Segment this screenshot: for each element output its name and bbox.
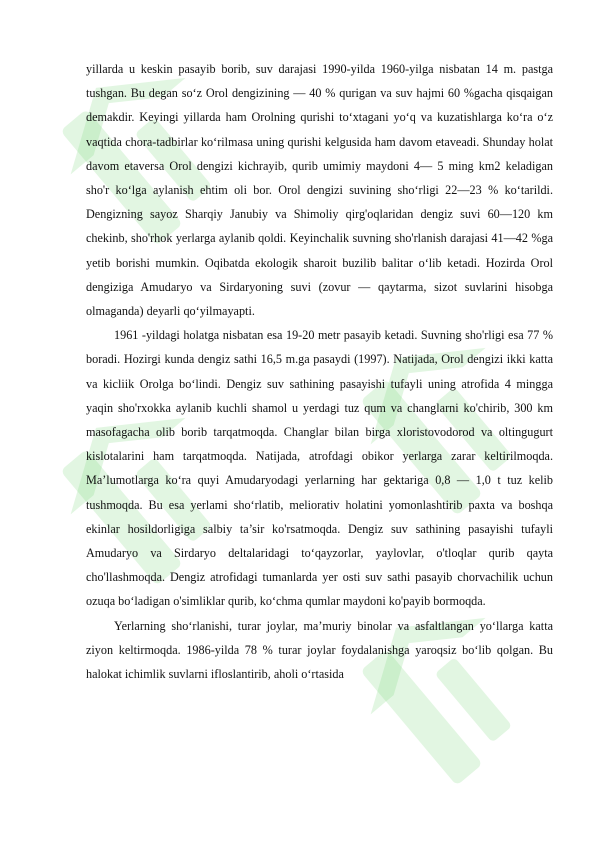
paragraph-3: Yerlarning sho‘rlanishi, turar joylar, ma’muriy binolar va asfaltlangan yo‘llarga katta ziyon keltirmoqda. 1986-yilda 78 % turar joylar foydalanishga yaroqsiz bo‘lib qolgan. Bu halokat ichimlik suvlarni ifloslantirib, aholi o‘rtasida [86,618,553,682]
paragraph-1: yillarda u keskin pasayib borib, suv darajasi 1990-yilda 1960-yilga nisbatan 14 m. pastga tushgan. Bu degan so‘z Orol dengizining — 40 % qurigan va suv hajmi 60 %gacha qisqaigan demakdir. Keyingi yillarda ham Orolning qurishi to‘xtagani yo‘q va kuzatishlarga ko‘ra o‘z vaqtida chora-tadbirlar ko‘rilmasa uning qurishi kelgusida ham davom etaveadi. Shunday holat davom etaversa Orol dengizi kichrayib, qurib umimiy maydoni 4— 5 ming km2 keladigan sho'r ko‘lga aylanish ehtim oli bor. Orol dengizi suvining sho‘rligi 22—23 % ko‘tarildi. Dengizning sayoz Sharqiy Janubiy va Shimoliy qirg'oqlaridan dengiz suvi 60—120 km chekinb, sho'rhok yerlarga aylanib qoldi. Keyinchalik suvning sho'rlanish darajasi 41—42 %ga yetib borishi mumkin. Oqibatda ekologik sharoit buzilib balitar o‘lib ketadi. Hozirda Orol dengiziga Amudaryo va Sirdaryoning suvi (zovur — qaytarma, sizot suvlarini hisobga olmaganda) deyarli qo‘yilmayapti. [86,62,553,319]
document-body [86,57,553,686]
paragraph-2: 1961 -yildagi holatga nisbatan esa 19-20 metr pasayib ketadi. Suvning sho'rligi esa 77 % boradi. Hozirgi kunda dengiz sathi 16,5 m.ga pasaydi (1997). Natijada, Orol dengizi ikki katta va kicliik Orolga bo‘lindi. Dengiz suv sathining pasayishi tufayli uning atrofida 4 mingga yaqin sho'rxokka aylanib kuchli shamol u yerdagi tuz qum va changlarni ko'chirib, 300 km masofagacha olib borib tarqatmoqda. Changlar bilan birga xloristovodorod va oltingugurt kislotalarini ham tarqatmoqda. Natijada, atrofdagi obikor yerlarga zarar keltirilmoqda. Ma’lumotlarga ko‘ra quyi Amudaryodagi yerlarning har gektariga 0,8 — 1,0 t tuz kelib tushmoqda. Bu esa yerlami sho‘rlatib, meliorativ holatini yomonlashtirib paxta va boshqa ekinlar hosildorligiga salbiy ta’sir ko'rsatmoqda. Dengiz suv sathining pasayishi tufayli Amudaryo va Sirdaryo deltalaridagi to‘qayzorlar, yaylovlar, o'tloqlar qurib qayta cho'llashmoqda. Dengiz atrofidagi tumanlarda yer osti suv sathi pasayib chorvachilik uchun ozuqa bo‘ladigan o'simliklar qurib, ko‘chma qumlar maydoni ko'payib bormoqda. [86,328,553,609]
